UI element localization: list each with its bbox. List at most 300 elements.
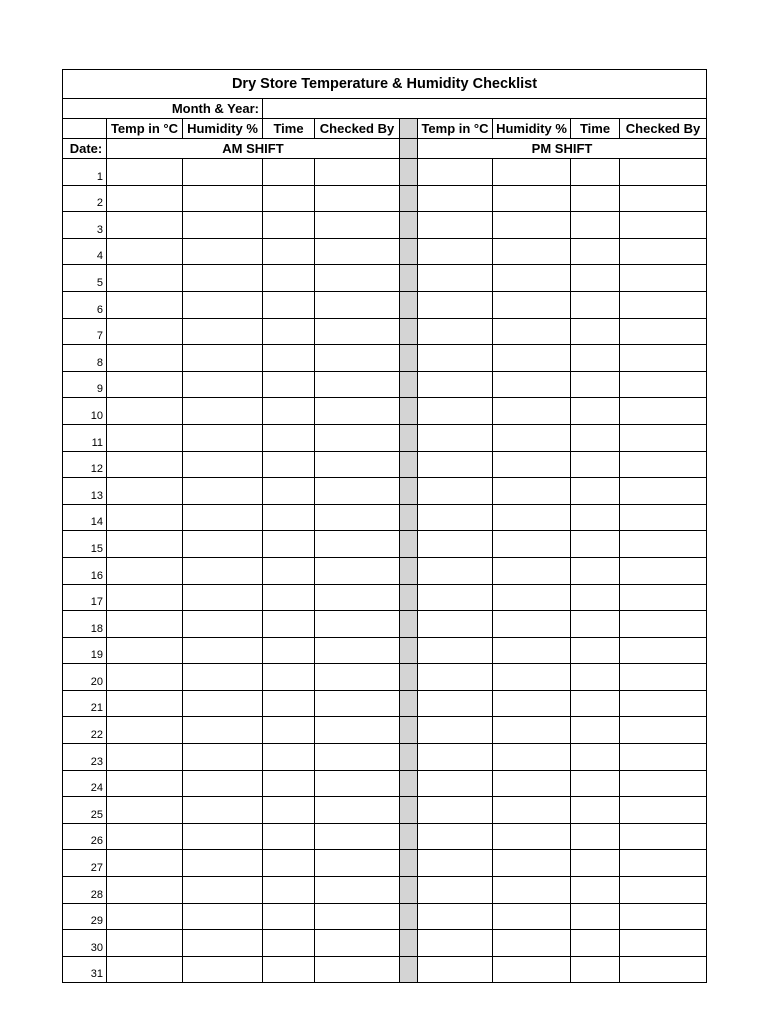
am-checked-by-cell[interactable] bbox=[315, 797, 400, 824]
am-time-cell[interactable] bbox=[263, 717, 315, 744]
shift-divider bbox=[400, 797, 418, 824]
pm-checked-by-cell[interactable] bbox=[620, 398, 707, 425]
pm-time-cell[interactable] bbox=[571, 770, 620, 797]
pm-temp-cell[interactable] bbox=[418, 291, 493, 318]
day-number: 19 bbox=[63, 637, 107, 664]
am-checked-by-cell[interactable] bbox=[315, 212, 400, 239]
am-humidity-cell[interactable] bbox=[183, 318, 263, 345]
table-row bbox=[63, 398, 707, 425]
pm-temp-cell[interactable] bbox=[418, 371, 493, 398]
pm-humidity-cell[interactable] bbox=[493, 451, 571, 478]
sheet-title: Dry Store Temperature & Humidity Checklist bbox=[63, 70, 707, 99]
pm-checked-by-cell[interactable] bbox=[620, 797, 707, 824]
shift-divider bbox=[400, 291, 418, 318]
pm-checked-by-cell[interactable] bbox=[620, 956, 707, 983]
day-number: 21 bbox=[63, 690, 107, 717]
am-time-cell[interactable] bbox=[263, 159, 315, 186]
am-checked-by-cell[interactable] bbox=[315, 238, 400, 265]
pm-time-cell[interactable] bbox=[571, 930, 620, 957]
pm-temp-cell[interactable] bbox=[418, 637, 493, 664]
pm-time-cell[interactable] bbox=[571, 690, 620, 717]
pm-humidity-cell[interactable] bbox=[493, 877, 571, 904]
pm-humidity-cell[interactable] bbox=[493, 238, 571, 265]
am-time-cell[interactable] bbox=[263, 903, 315, 930]
am-temp-cell[interactable] bbox=[107, 345, 183, 372]
am-checked-by-cell[interactable] bbox=[315, 611, 400, 638]
pm-time-cell[interactable] bbox=[571, 291, 620, 318]
day-number: 6 bbox=[63, 291, 107, 318]
am-time-cell[interactable] bbox=[263, 345, 315, 372]
pm-time-cell[interactable] bbox=[571, 318, 620, 345]
pm-humidity-cell[interactable] bbox=[493, 744, 571, 771]
pm-temp-cell[interactable] bbox=[418, 690, 493, 717]
am-humidity-cell[interactable] bbox=[183, 212, 263, 239]
am-humidity-cell[interactable] bbox=[183, 956, 263, 983]
pm-checked-by-cell[interactable] bbox=[620, 159, 707, 186]
am-temp-cell[interactable] bbox=[107, 531, 183, 558]
pm-temp-cell[interactable] bbox=[418, 664, 493, 691]
am-humidity-cell[interactable] bbox=[183, 877, 263, 904]
am-temp-cell[interactable] bbox=[107, 212, 183, 239]
pm-checked-by-cell[interactable] bbox=[620, 664, 707, 691]
pm-humidity-cell[interactable] bbox=[493, 611, 571, 638]
pm-humidity-cell[interactable] bbox=[493, 265, 571, 292]
am-checked-by-cell[interactable] bbox=[315, 478, 400, 505]
pm-temp-cell[interactable] bbox=[418, 797, 493, 824]
am-humidity-cell[interactable] bbox=[183, 185, 263, 212]
am-humidity-cell[interactable] bbox=[183, 504, 263, 531]
pm-checked-by-cell[interactable] bbox=[620, 531, 707, 558]
am-checked-by-cell[interactable] bbox=[315, 185, 400, 212]
am-temp-cell[interactable] bbox=[107, 371, 183, 398]
am-humidity-cell[interactable] bbox=[183, 611, 263, 638]
pm-temp-cell[interactable] bbox=[418, 424, 493, 451]
pm-temp-cell[interactable] bbox=[418, 877, 493, 904]
am-time-cell[interactable] bbox=[263, 318, 315, 345]
pm-temp-cell[interactable] bbox=[418, 850, 493, 877]
pm-time-cell[interactable] bbox=[571, 212, 620, 239]
pm-humidity-cell[interactable] bbox=[493, 850, 571, 877]
am-temp-cell[interactable] bbox=[107, 744, 183, 771]
am-time-cell[interactable] bbox=[263, 823, 315, 850]
pm-humidity-cell[interactable] bbox=[493, 291, 571, 318]
pm-humidity-cell[interactable] bbox=[493, 930, 571, 957]
pm-checked-by-cell[interactable] bbox=[620, 930, 707, 957]
am-checked-by-cell[interactable] bbox=[315, 690, 400, 717]
pm-humidity-cell[interactable] bbox=[493, 903, 571, 930]
am-checked-by-cell[interactable] bbox=[315, 903, 400, 930]
shift-divider bbox=[400, 956, 418, 983]
am-time-cell[interactable] bbox=[263, 451, 315, 478]
pm-temp-cell[interactable] bbox=[418, 956, 493, 983]
shift-divider bbox=[400, 345, 418, 372]
pm-time-cell[interactable] bbox=[571, 371, 620, 398]
am-humidity-cell[interactable] bbox=[183, 823, 263, 850]
am-temp-cell[interactable] bbox=[107, 717, 183, 744]
am-humidity-cell[interactable] bbox=[183, 345, 263, 372]
am-checked-by-cell[interactable] bbox=[315, 584, 400, 611]
am-checked-by-cell[interactable] bbox=[315, 956, 400, 983]
pm-temp-cell[interactable] bbox=[418, 584, 493, 611]
am-temp-cell[interactable] bbox=[107, 159, 183, 186]
am-humidity-cell[interactable] bbox=[183, 265, 263, 292]
pm-humidity-cell[interactable] bbox=[493, 823, 571, 850]
pm-time-cell[interactable] bbox=[571, 451, 620, 478]
pm-temp-cell[interactable] bbox=[418, 265, 493, 292]
am-humidity-cell[interactable] bbox=[183, 291, 263, 318]
pm-time-cell[interactable] bbox=[571, 903, 620, 930]
shift-divider bbox=[400, 877, 418, 904]
am-time-cell[interactable] bbox=[263, 238, 315, 265]
table-row bbox=[63, 531, 707, 558]
pm-time-cell[interactable] bbox=[571, 531, 620, 558]
pm-temp-cell[interactable] bbox=[418, 318, 493, 345]
am-temp-cell[interactable] bbox=[107, 504, 183, 531]
am-time-cell[interactable] bbox=[263, 504, 315, 531]
am-time-cell[interactable] bbox=[263, 478, 315, 505]
am-temp-cell[interactable] bbox=[107, 238, 183, 265]
am-time-cell[interactable] bbox=[263, 770, 315, 797]
am-temp-cell[interactable] bbox=[107, 318, 183, 345]
pm-checked-by-cell[interactable] bbox=[620, 690, 707, 717]
shift-divider bbox=[400, 119, 418, 139]
am-temp-cell[interactable] bbox=[107, 185, 183, 212]
pm-time-cell[interactable] bbox=[571, 877, 620, 904]
pm-checked-by-cell[interactable] bbox=[620, 345, 707, 372]
am-checked-by-cell[interactable] bbox=[315, 504, 400, 531]
month-year-label: Month & Year: bbox=[63, 99, 263, 119]
am-humidity-cell[interactable] bbox=[183, 557, 263, 584]
am-humidity-cell[interactable] bbox=[183, 159, 263, 186]
am-humidity-header: Humidity % bbox=[183, 119, 263, 139]
am-humidity-cell[interactable] bbox=[183, 797, 263, 824]
am-temp-cell[interactable] bbox=[107, 797, 183, 824]
day-number: 25 bbox=[63, 797, 107, 824]
pm-humidity-cell[interactable] bbox=[493, 557, 571, 584]
pm-time-cell[interactable] bbox=[571, 611, 620, 638]
pm-humidity-cell[interactable] bbox=[493, 478, 571, 505]
pm-time-cell[interactable] bbox=[571, 345, 620, 372]
pm-humidity-cell[interactable] bbox=[493, 956, 571, 983]
shift-divider bbox=[400, 903, 418, 930]
am-checked-by-cell[interactable] bbox=[315, 318, 400, 345]
pm-time-cell[interactable] bbox=[571, 744, 620, 771]
am-checked-by-cell[interactable] bbox=[315, 850, 400, 877]
am-time-cell[interactable] bbox=[263, 664, 315, 691]
am-checked-by-cell[interactable] bbox=[315, 291, 400, 318]
pm-humidity-cell[interactable] bbox=[493, 584, 571, 611]
pm-time-cell[interactable] bbox=[571, 185, 620, 212]
pm-checked-by-cell[interactable] bbox=[620, 903, 707, 930]
table-row bbox=[63, 318, 707, 345]
am-checked-by-cell[interactable] bbox=[315, 637, 400, 664]
pm-checked-by-cell[interactable] bbox=[620, 185, 707, 212]
am-temp-cell[interactable] bbox=[107, 424, 183, 451]
pm-checked-by-cell[interactable] bbox=[620, 770, 707, 797]
pm-time-cell[interactable] bbox=[571, 398, 620, 425]
am-time-header: Time bbox=[263, 119, 315, 139]
pm-temp-cell[interactable] bbox=[418, 238, 493, 265]
pm-checked-by-cell[interactable] bbox=[620, 877, 707, 904]
day-number: 9 bbox=[63, 371, 107, 398]
pm-time-cell[interactable] bbox=[571, 584, 620, 611]
am-checked-by-cell[interactable] bbox=[315, 371, 400, 398]
day-number: 10 bbox=[63, 398, 107, 425]
pm-time-cell[interactable] bbox=[571, 956, 620, 983]
pm-temp-cell[interactable] bbox=[418, 212, 493, 239]
shift-divider bbox=[400, 424, 418, 451]
table-row bbox=[63, 424, 707, 451]
pm-checked-by-cell[interactable] bbox=[620, 717, 707, 744]
am-humidity-cell[interactable] bbox=[183, 664, 263, 691]
table-row bbox=[63, 451, 707, 478]
pm-humidity-cell[interactable] bbox=[493, 797, 571, 824]
day-number: 28 bbox=[63, 877, 107, 904]
am-temp-cell[interactable] bbox=[107, 451, 183, 478]
am-checked-by-cell[interactable] bbox=[315, 398, 400, 425]
am-humidity-cell[interactable] bbox=[183, 398, 263, 425]
table-row bbox=[63, 611, 707, 638]
pm-shift-label: PM SHIFT bbox=[418, 139, 707, 159]
am-humidity-cell[interactable] bbox=[183, 531, 263, 558]
pm-humidity-cell[interactable] bbox=[493, 717, 571, 744]
am-temp-cell[interactable] bbox=[107, 265, 183, 292]
table-row bbox=[63, 345, 707, 372]
am-temp-cell[interactable] bbox=[107, 930, 183, 957]
pm-temp-header: Temp in °C bbox=[418, 119, 493, 139]
am-temp-cell[interactable] bbox=[107, 637, 183, 664]
pm-humidity-cell[interactable] bbox=[493, 345, 571, 372]
am-time-cell[interactable] bbox=[263, 637, 315, 664]
pm-time-cell[interactable] bbox=[571, 504, 620, 531]
pm-time-cell[interactable] bbox=[571, 424, 620, 451]
am-checked-by-cell[interactable] bbox=[315, 744, 400, 771]
pm-temp-cell[interactable] bbox=[418, 531, 493, 558]
table-row bbox=[63, 159, 707, 186]
am-checked-by-cell[interactable] bbox=[315, 823, 400, 850]
am-humidity-cell[interactable] bbox=[183, 637, 263, 664]
pm-checked-by-cell[interactable] bbox=[620, 371, 707, 398]
am-temp-cell[interactable] bbox=[107, 850, 183, 877]
pm-temp-cell[interactable] bbox=[418, 823, 493, 850]
pm-humidity-cell[interactable] bbox=[493, 398, 571, 425]
pm-checked-by-cell[interactable] bbox=[620, 291, 707, 318]
table-row bbox=[63, 371, 707, 398]
am-temp-cell[interactable] bbox=[107, 823, 183, 850]
am-checked-by-cell[interactable] bbox=[315, 877, 400, 904]
pm-time-cell[interactable] bbox=[571, 265, 620, 292]
am-humidity-cell[interactable] bbox=[183, 850, 263, 877]
pm-humidity-cell[interactable] bbox=[493, 212, 571, 239]
am-temp-cell[interactable] bbox=[107, 584, 183, 611]
table-row bbox=[63, 690, 707, 717]
pm-temp-cell[interactable] bbox=[418, 504, 493, 531]
am-humidity-cell[interactable] bbox=[183, 424, 263, 451]
pm-checked-by-cell[interactable] bbox=[620, 557, 707, 584]
pm-temp-cell[interactable] bbox=[418, 930, 493, 957]
table-row bbox=[63, 557, 707, 584]
pm-checked-by-cell[interactable] bbox=[620, 478, 707, 505]
pm-checked-by-cell[interactable] bbox=[620, 424, 707, 451]
day-number: 17 bbox=[63, 584, 107, 611]
am-time-cell[interactable] bbox=[263, 850, 315, 877]
pm-checked-by-cell[interactable] bbox=[620, 212, 707, 239]
table-row bbox=[63, 956, 707, 983]
am-checked-by-cell[interactable] bbox=[315, 424, 400, 451]
am-temp-cell[interactable] bbox=[107, 557, 183, 584]
pm-humidity-cell[interactable] bbox=[493, 371, 571, 398]
pm-time-cell[interactable] bbox=[571, 717, 620, 744]
am-humidity-cell[interactable] bbox=[183, 903, 263, 930]
pm-checked-by-cell[interactable] bbox=[620, 451, 707, 478]
pm-checked-by-cell[interactable] bbox=[620, 584, 707, 611]
am-temp-cell[interactable] bbox=[107, 398, 183, 425]
am-time-cell[interactable] bbox=[263, 291, 315, 318]
am-temp-cell[interactable] bbox=[107, 664, 183, 691]
am-humidity-cell[interactable] bbox=[183, 717, 263, 744]
pm-time-cell[interactable] bbox=[571, 850, 620, 877]
pm-temp-cell[interactable] bbox=[418, 398, 493, 425]
pm-checked-by-cell[interactable] bbox=[620, 504, 707, 531]
pm-temp-cell[interactable] bbox=[418, 185, 493, 212]
pm-humidity-cell[interactable] bbox=[493, 318, 571, 345]
pm-temp-cell[interactable] bbox=[418, 557, 493, 584]
shift-divider bbox=[400, 451, 418, 478]
am-temp-cell[interactable] bbox=[107, 291, 183, 318]
pm-time-cell[interactable] bbox=[571, 823, 620, 850]
shift-divider bbox=[400, 531, 418, 558]
am-humidity-cell[interactable] bbox=[183, 770, 263, 797]
pm-time-cell[interactable] bbox=[571, 664, 620, 691]
am-temp-cell[interactable] bbox=[107, 478, 183, 505]
am-time-cell[interactable] bbox=[263, 185, 315, 212]
table-row bbox=[63, 478, 707, 505]
pm-time-cell[interactable] bbox=[571, 637, 620, 664]
am-time-cell[interactable] bbox=[263, 424, 315, 451]
am-checked-by-cell[interactable] bbox=[315, 770, 400, 797]
am-time-cell[interactable] bbox=[263, 877, 315, 904]
pm-checked-by-cell[interactable] bbox=[620, 637, 707, 664]
am-time-cell[interactable] bbox=[263, 398, 315, 425]
day-number: 12 bbox=[63, 451, 107, 478]
pm-temp-cell[interactable] bbox=[418, 159, 493, 186]
pm-humidity-cell[interactable] bbox=[493, 159, 571, 186]
am-time-cell[interactable] bbox=[263, 212, 315, 239]
shift-divider bbox=[400, 185, 418, 212]
pm-temp-cell[interactable] bbox=[418, 611, 493, 638]
pm-humidity-cell[interactable] bbox=[493, 424, 571, 451]
am-checked-by-cell[interactable] bbox=[315, 557, 400, 584]
pm-time-header: Time bbox=[571, 119, 620, 139]
pm-checked-by-cell[interactable] bbox=[620, 744, 707, 771]
am-time-cell[interactable] bbox=[263, 531, 315, 558]
am-time-cell[interactable] bbox=[263, 930, 315, 957]
pm-humidity-cell[interactable] bbox=[493, 690, 571, 717]
pm-humidity-cell[interactable] bbox=[493, 531, 571, 558]
am-humidity-cell[interactable] bbox=[183, 744, 263, 771]
pm-time-cell[interactable] bbox=[571, 478, 620, 505]
pm-temp-cell[interactable] bbox=[418, 770, 493, 797]
am-humidity-cell[interactable] bbox=[183, 930, 263, 957]
day-number: 27 bbox=[63, 850, 107, 877]
day-number: 31 bbox=[63, 956, 107, 983]
am-checked-by-cell[interactable] bbox=[315, 451, 400, 478]
am-humidity-cell[interactable] bbox=[183, 371, 263, 398]
am-temp-cell[interactable] bbox=[107, 690, 183, 717]
am-time-cell[interactable] bbox=[263, 265, 315, 292]
am-humidity-cell[interactable] bbox=[183, 238, 263, 265]
am-checked-by-cell[interactable] bbox=[315, 664, 400, 691]
table-row bbox=[63, 265, 707, 292]
date-label: Date: bbox=[63, 139, 107, 159]
am-time-cell[interactable] bbox=[263, 744, 315, 771]
am-checked-by-cell[interactable] bbox=[315, 717, 400, 744]
am-time-cell[interactable] bbox=[263, 690, 315, 717]
pm-temp-cell[interactable] bbox=[418, 478, 493, 505]
pm-checked-by-cell[interactable] bbox=[620, 238, 707, 265]
am-checked-by-cell[interactable] bbox=[315, 265, 400, 292]
pm-humidity-cell[interactable] bbox=[493, 185, 571, 212]
pm-checked-by-cell[interactable] bbox=[620, 611, 707, 638]
shift-divider bbox=[400, 398, 418, 425]
pm-time-cell[interactable] bbox=[571, 159, 620, 186]
am-temp-cell[interactable] bbox=[107, 770, 183, 797]
pm-checked-by-cell[interactable] bbox=[620, 823, 707, 850]
am-time-cell[interactable] bbox=[263, 797, 315, 824]
pm-temp-cell[interactable] bbox=[418, 451, 493, 478]
month-year-field[interactable] bbox=[263, 99, 707, 119]
am-checked-by-cell[interactable] bbox=[315, 531, 400, 558]
shift-divider bbox=[400, 664, 418, 691]
day-number: 7 bbox=[63, 318, 107, 345]
am-temp-cell[interactable] bbox=[107, 877, 183, 904]
am-humidity-cell[interactable] bbox=[183, 451, 263, 478]
shift-divider bbox=[400, 557, 418, 584]
am-time-cell[interactable] bbox=[263, 611, 315, 638]
pm-time-cell[interactable] bbox=[571, 557, 620, 584]
pm-humidity-cell[interactable] bbox=[493, 637, 571, 664]
am-temp-cell[interactable] bbox=[107, 956, 183, 983]
pm-checked-by-cell[interactable] bbox=[620, 318, 707, 345]
am-temp-cell[interactable] bbox=[107, 903, 183, 930]
am-time-cell[interactable] bbox=[263, 557, 315, 584]
am-time-cell[interactable] bbox=[263, 956, 315, 983]
pm-temp-cell[interactable] bbox=[418, 717, 493, 744]
pm-humidity-cell[interactable] bbox=[493, 504, 571, 531]
pm-humidity-cell[interactable] bbox=[493, 664, 571, 691]
pm-checked-by-cell[interactable] bbox=[620, 850, 707, 877]
am-checked-by-cell[interactable] bbox=[315, 930, 400, 957]
am-humidity-cell[interactable] bbox=[183, 584, 263, 611]
table-row bbox=[63, 185, 707, 212]
pm-temp-cell[interactable] bbox=[418, 744, 493, 771]
am-humidity-cell[interactable] bbox=[183, 690, 263, 717]
am-time-cell[interactable] bbox=[263, 371, 315, 398]
pm-time-cell[interactable] bbox=[571, 797, 620, 824]
pm-humidity-cell[interactable] bbox=[493, 770, 571, 797]
pm-time-cell[interactable] bbox=[571, 238, 620, 265]
pm-checked-by-cell[interactable] bbox=[620, 265, 707, 292]
pm-temp-cell[interactable] bbox=[418, 345, 493, 372]
am-temp-cell[interactable] bbox=[107, 611, 183, 638]
am-checked-by-cell[interactable] bbox=[315, 159, 400, 186]
day-number: 16 bbox=[63, 557, 107, 584]
day-number: 20 bbox=[63, 664, 107, 691]
am-time-cell[interactable] bbox=[263, 584, 315, 611]
am-checked-by-cell[interactable] bbox=[315, 345, 400, 372]
am-humidity-cell[interactable] bbox=[183, 478, 263, 505]
pm-temp-cell[interactable] bbox=[418, 903, 493, 930]
